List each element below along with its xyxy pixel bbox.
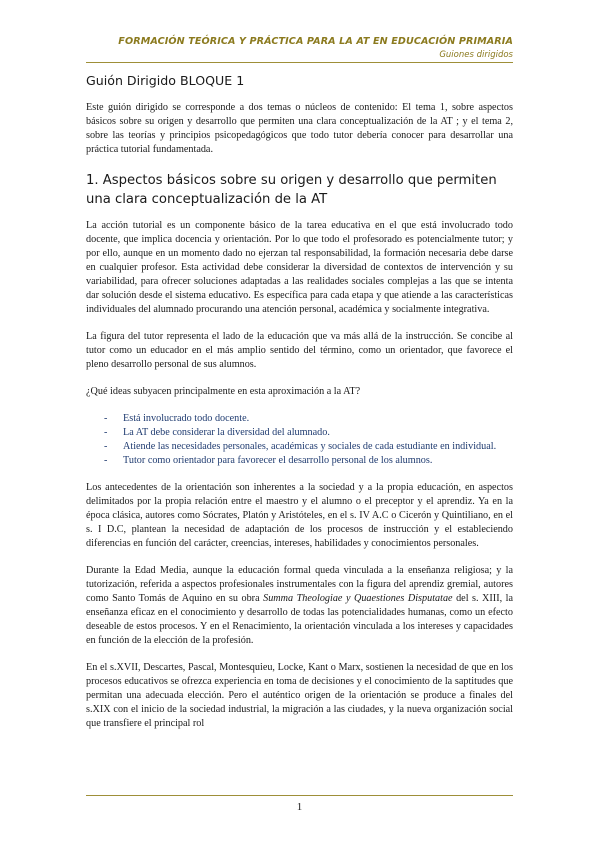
- paragraph-4: [86, 564, 513, 648]
- intro-paragraph: Este guión dirigido se corresponde a dos temas o núcleos de contenido: El tema 1, sobre aspectos básicos sobre su origen y desarrollo que permiten una clara conceptualización de la AT ; y el tema 2, sobre las teorías y principios psicopedagógicos que todo tutor debería conocer para desarrollar una práctica tutorial fundamentada.: [86, 102, 513, 155]
- paragraph-2: La figura del tutor representa el lado de la educación que va más allá de la instrucción. Se concibe al tutor como un educador en el más amplio sentido del término, como un orientador, que favorece el pleno desarrollo personal de sus alumnos.: [86, 331, 513, 370]
- header-rule: [86, 62, 513, 63]
- document-title: Guión Dirigido BLOQUE 1: [86, 73, 245, 88]
- page-number: 1: [296, 801, 303, 813]
- paragraph-1: La acción tutorial es un componente básico de la tarea educativa en el que está involucrado todo docente, que implica docencia y orientación. Por lo que todo el profesorado es potencialmente tutor; y por ello, aunque en un momento dado no ejerzan tal responsabilidad, la formación necesaria debe darse en cualquier profesor. Esta actividad debe considerar la diversidad de contextos de intervención y su variabilidad, para ofrecer soluciones adaptadas a las realidades sociales complejas a las que se intenta dar solución desde el sistema educativo. Es específica para cada etapa y que atiende a las características individuales del alumnado procurando una atención personal, académica y socialmente integrativa.: [86, 220, 513, 315]
- page-header: [86, 36, 513, 60]
- paragraph-4-text-b: del s. XIII, la enseñanza eficaz en el conocimiento y desarrollo de todas las potencialidades humanas, como un efecto deseable de estos procesos. Y en el Renacimiento, la orientación vinculada a los intereses y capacidades en función de la elección de la profesión.: [86, 593, 513, 646]
- paragraph-4-text-a: Durante la Edad Media, aunque la educación formal queda vinculada a la enseñanza religiosa; y la tutorización, referida a aspectos profesionales instrumentales con la figura del aprendiz gremial, autores como Santo Tomás de Aquino en su obra: [86, 565, 513, 604]
- course-title: FORMACIÓN TEÓRICA Y PRÁCTICA PARA LA AT EN EDUCACIÓN PRIMARIA: [118, 36, 513, 47]
- answer-item: - Atiende las necesidades personales, académicas y sociales de cada estudiante en individual.: [86, 440, 513, 454]
- paragraph-5: En el s.XVII, Descartes, Pascal, Montesquieu, Locke, Kant o Marx, sostienen la necesidad de que en los procesos educativos se ofrezca experiencia en toma de decisiones y el conocimiento de la saptitudes que permitan una adecuada elección. Pero el auténtico origen de la orientación se produce a finales del s.XIX con el inicio de la sociedad industrial, la migración a las ciudades, y la nueva organización social que transfiere el principal rol: [86, 662, 513, 729]
- section-1-title: 1. Aspectos básicos sobre su origen y desarrollo que permiten una clara conceptualización de la AT: [86, 173, 497, 207]
- document-body: [86, 74, 513, 744]
- answer-item: - La AT debe considerar la diversidad del alumnado.: [86, 426, 513, 440]
- answer-list: [86, 412, 513, 468]
- guide-question: ¿Qué ideas subyacen principalmente en esta aproximación a la AT?: [86, 386, 361, 397]
- paragraph-3: Los antecedentes de la orientación son inherentes a la sociedad y a la propia educación, en aspectos delimitados por la propia relación entre el maestro y el alumno o el preceptor y el aprendiz. Ya en la época clásica, autores como Sócrates, Platón y Aristóteles, en el s. IV A.C o Cicerón y Quintiliano, en el s. I D.C, plantean la necesidad de adaptación de los procesos de instrucción y el estableciendo diferencias en función del carácter, creencias, intereses, habilidades y conocimientos personales.: [86, 482, 513, 549]
- answer-item: - Tutor como orientador para favorecer el desarrollo personal de los alumnos.: [86, 454, 513, 468]
- answer-item: - Está involucrado todo docente.: [86, 412, 513, 426]
- header-subtitle: Guiones dirigidos: [439, 50, 513, 60]
- footer-rule: [86, 795, 513, 796]
- paragraph-4-work-title: Summa Theologiae y Quaestiones Disputatae: [263, 593, 453, 604]
